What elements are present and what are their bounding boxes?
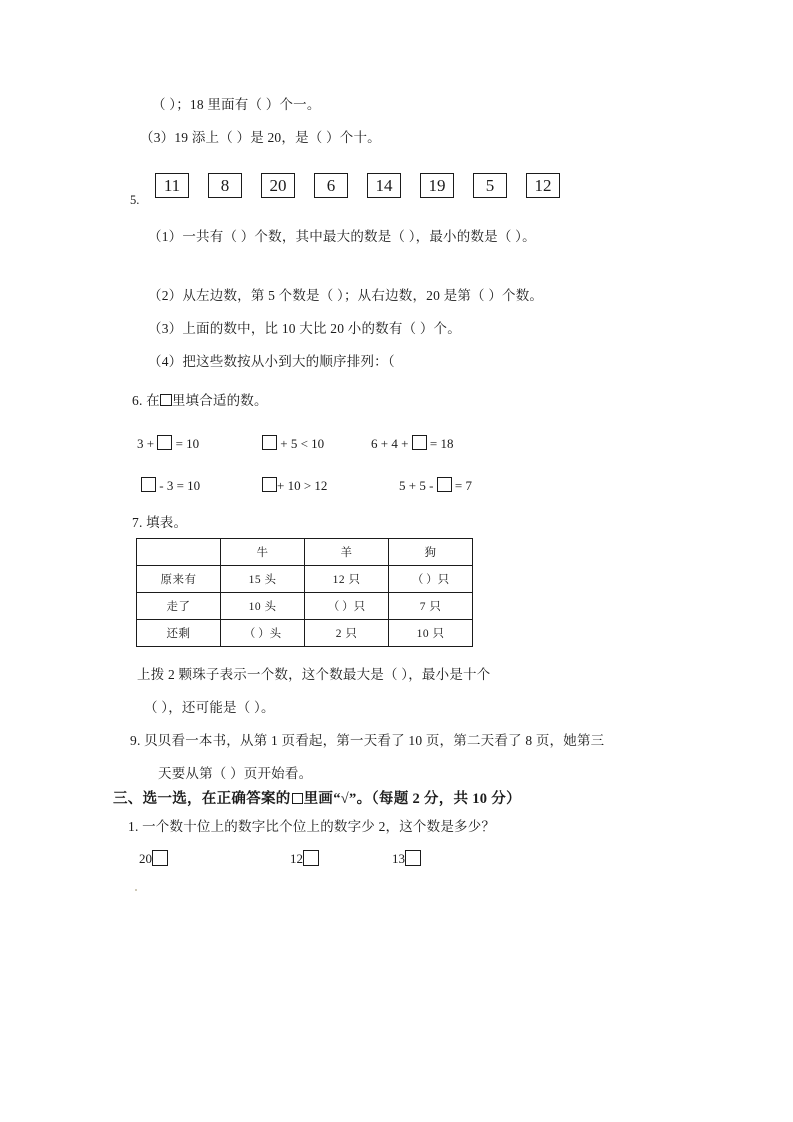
answer-square-icon [412, 435, 427, 450]
equation-1 [137, 435, 199, 452]
number-box: 11 [155, 173, 189, 198]
equation-prefix: 6 + 4 + [371, 436, 409, 451]
number-box: 14 [367, 173, 401, 198]
section-3-heading [113, 787, 521, 808]
equation-suffix: = 18 [429, 436, 454, 451]
table-cell: 15 头 [221, 566, 305, 593]
fill-blank-item-3: （3）19 添上（ ）是 20，是（ ）个十。 [140, 130, 381, 145]
answer-square-icon [262, 435, 277, 450]
equation-suffix: = 7 [454, 478, 473, 493]
table-cell: 7 只 [389, 593, 473, 620]
number-box: 6 [314, 173, 348, 198]
item-9-line-1: 9. 贝贝看一本书，从第 1 页看起，第一天看了 10 页，第二天看了 8 页，她第三 [130, 733, 605, 748]
answer-square-icon [262, 477, 277, 492]
table-cell: 10 头 [221, 593, 305, 620]
equation-suffix: + 10 > 12 [277, 478, 328, 493]
choice-option-c[interactable] [392, 850, 421, 867]
table-cell: 2 只 [305, 620, 389, 647]
equation-prefix: 3 + [137, 436, 155, 451]
item-6-prompt [132, 394, 268, 408]
section-3-question-1: 1. 一个数十位上的数字比个位上的数字少 2，这个数是多少？ [128, 819, 496, 834]
table-row-label: 走了 [137, 593, 221, 620]
choice-checkbox[interactable] [152, 850, 168, 866]
answer-square-icon [437, 477, 452, 492]
equation-2 [262, 435, 324, 452]
item-5-sub-2: （2）从左边数，第 5 个数是（ ）；从右边数，20 是第（ ）个数。 [148, 288, 544, 303]
table-row [137, 620, 473, 647]
answer-square-icon [141, 477, 156, 492]
choice-checkbox[interactable] [405, 850, 421, 866]
equation-suffix: - 3 = 10 [159, 478, 201, 493]
checkbox-square-icon [292, 793, 303, 804]
number-box: 19 [420, 173, 454, 198]
item-8-line-2: （ ），还可能是（ ）。 [144, 700, 275, 715]
item-8-line-1: 上拨 2 颗珠子表示一个数，这个数最大是（ ），最小是十个 [137, 667, 491, 682]
table-row [137, 593, 473, 620]
number-box-row [155, 173, 560, 198]
table-cell: （ ）只 [305, 593, 389, 620]
table-header-row [137, 539, 473, 566]
choice-label: 20 [139, 851, 152, 866]
section-3-heading-before: 三、选一选，在正确答案的 [113, 791, 291, 807]
number-box: 5 [473, 173, 507, 198]
equation-suffix: = 10 [175, 436, 200, 451]
equation-suffix: + 5 < 10 [280, 436, 325, 451]
table-header-cell: 牛 [221, 539, 305, 566]
table-row-label: 还剩 [137, 620, 221, 647]
equation-prefix: 5 + 5 - [399, 478, 434, 493]
scan-artifact-speck [135, 889, 137, 891]
table-cell: 10 只 [389, 620, 473, 647]
answer-square-icon [160, 394, 172, 406]
table-cell: 12 只 [305, 566, 389, 593]
choice-checkbox[interactable] [303, 850, 319, 866]
number-box: 20 [261, 173, 295, 198]
choice-label: 13 [392, 851, 405, 866]
table-header-cell: 羊 [305, 539, 389, 566]
item-6-prompt-after: 里填合适的数。 [171, 393, 268, 408]
item-5-sub-3: （3）上面的数中，比 10 大比 20 小的数有（ ）个。 [148, 321, 461, 336]
choice-option-a[interactable] [139, 850, 168, 867]
item-5-number: 5. [130, 193, 140, 207]
item-5-sub-1: （1）一共有（ ）个数，其中最大的数是（ ），最小的数是（ ）。 [148, 229, 536, 244]
answer-square-icon [157, 435, 172, 450]
table-header-cell: 狗 [389, 539, 473, 566]
section-3-heading-after: 里画“√”。（每题 2 分，共 10 分） [303, 791, 521, 807]
equation-4 [141, 477, 200, 494]
fill-blank-line-tail: （ ）；18 里面有（ ）个一。 [152, 97, 321, 112]
choice-label: 12 [290, 851, 303, 866]
table-cell: （ ）头 [221, 620, 305, 647]
table-cell: （ ）只 [389, 566, 473, 593]
equation-3 [371, 435, 454, 452]
choice-option-b[interactable] [290, 850, 319, 867]
number-box: 8 [208, 173, 242, 198]
item-7-title: 7. 填表。 [132, 515, 188, 530]
table-corner-cell [137, 539, 221, 566]
number-box: 12 [526, 173, 560, 198]
item-9-line-2: 天要从第（ ）页开始看。 [158, 766, 313, 781]
equation-6 [399, 477, 472, 494]
equation-5 [262, 477, 327, 494]
table-row-label: 原来有 [137, 566, 221, 593]
item-5-sub-4: （4）把这些数按从小到大的顺序排列：（ [148, 354, 395, 369]
table-row [137, 566, 473, 593]
fill-in-table [136, 538, 473, 647]
item-6-prompt-before: 6. 在 [132, 393, 160, 408]
